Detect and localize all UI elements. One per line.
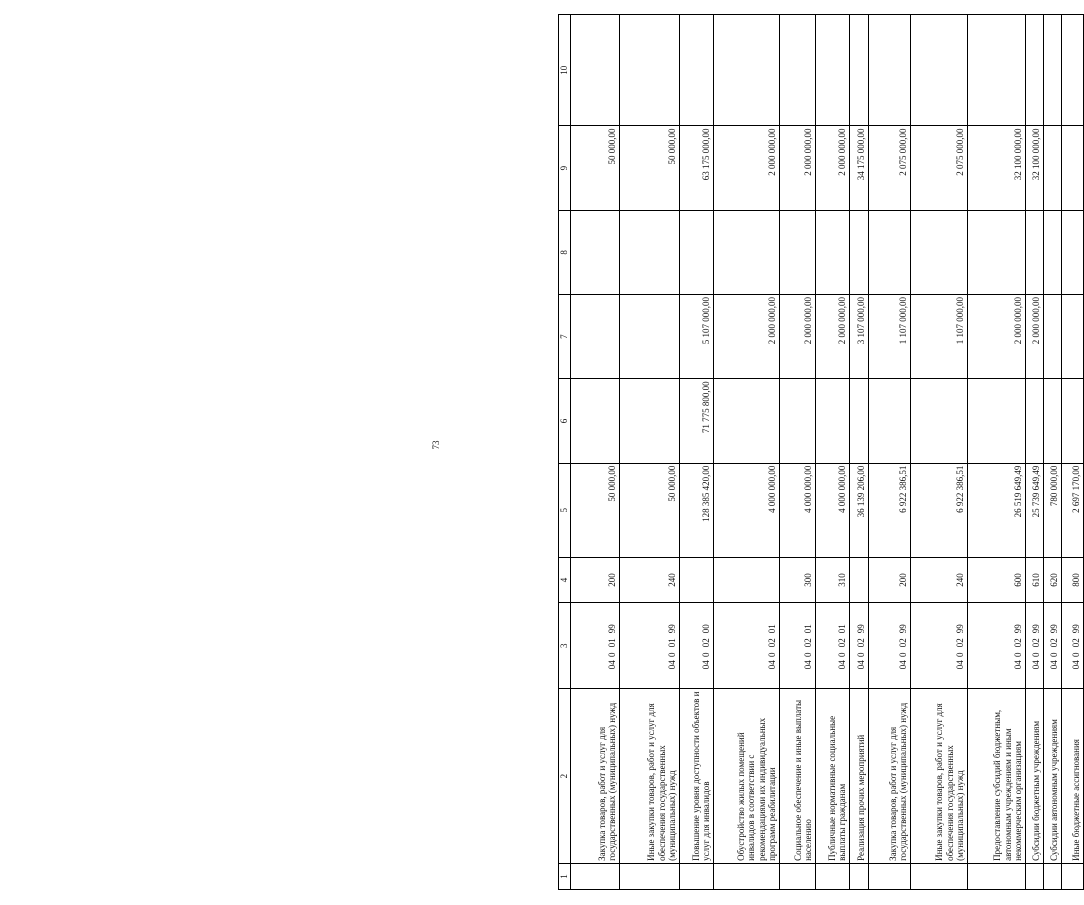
- code-part: 0: [803, 652, 813, 657]
- budget-table: [558, 14, 1084, 890]
- row-col6-cell: [849, 379, 868, 463]
- code-part: 04: [1071, 660, 1081, 670]
- row-code-cell: [967, 603, 1025, 689]
- row-marker-cell: [849, 863, 868, 889]
- row-col8-cell: [910, 210, 967, 294]
- row-marker-cell: [1025, 863, 1043, 889]
- row-col5-cell: 50 000,00: [570, 463, 619, 557]
- header-col-7: 7: [559, 295, 571, 379]
- code-part: 04: [1013, 660, 1023, 670]
- row-kvr-cell: 300: [779, 557, 815, 602]
- row-code-cell: [779, 603, 815, 689]
- row-name-cell: Субсидии бюджетным учреждениям: [1025, 689, 1043, 864]
- code-part: 04: [837, 660, 847, 670]
- row-kvr-cell: 240: [619, 557, 679, 602]
- code-part: 04: [767, 660, 777, 670]
- row-code-cell: [1025, 603, 1043, 689]
- row-col10-cell: [849, 15, 868, 126]
- row-col5-cell: 25 739 649,49: [1025, 463, 1043, 557]
- code-part: 01: [667, 638, 677, 648]
- header-col-3: 3: [559, 603, 571, 689]
- row-col5-cell: 6 922 386,51: [910, 463, 967, 557]
- code-part: 01: [837, 624, 847, 634]
- row-col9-cell: 2 000 000,00: [713, 126, 779, 210]
- row-col6-cell: [779, 379, 815, 463]
- row-col7-cell: [1061, 295, 1083, 379]
- row-col7-cell: 2 000 000,00: [713, 295, 779, 379]
- row-col6-cell: [713, 379, 779, 463]
- row-marker-cell: [570, 863, 619, 889]
- row-col5-cell: 128 385 420,00: [679, 463, 713, 557]
- row-col8-cell: [1043, 210, 1061, 294]
- row-kvr-cell: 240: [910, 557, 967, 602]
- row-col10-cell: [619, 15, 679, 126]
- row-col9-cell: 2 000 000,00: [815, 126, 849, 210]
- code-part: 02: [1013, 638, 1023, 648]
- row-col8-cell: [679, 210, 713, 294]
- code-part: 04: [701, 660, 711, 670]
- row-col5-cell: 4 000 000,00: [713, 463, 779, 557]
- row-col10-cell: [1025, 15, 1043, 126]
- table-row: [868, 15, 910, 890]
- header-col-1: 1: [559, 863, 571, 889]
- row-name-cell: Предоставление субсидий бюджетным, автономным учреждениям и иным некоммерческим организациям: [967, 689, 1025, 864]
- table-row: [910, 15, 967, 890]
- code-part: 04: [856, 660, 866, 670]
- row-col10-cell: [815, 15, 849, 126]
- row-col9-cell: 2 075 000,00: [868, 126, 910, 210]
- row-name-cell: Повышение уровня доступности объектов и услуг для инвалидов: [679, 689, 713, 864]
- row-col5-cell: 6 922 386,51: [868, 463, 910, 557]
- row-code-cell: [849, 603, 868, 689]
- row-col10-cell: [779, 15, 815, 126]
- row-col6-cell: [570, 379, 619, 463]
- row-col5-cell: 36 139 206,00: [849, 463, 868, 557]
- row-col5-cell: 26 519 649,49: [967, 463, 1025, 557]
- row-col8-cell: [967, 210, 1025, 294]
- row-marker-cell: [1061, 863, 1083, 889]
- row-marker-cell: [679, 863, 713, 889]
- table-row: [619, 15, 679, 890]
- code-part: 99: [856, 624, 866, 634]
- row-name-cell: Субсидии автономным учреждениям: [1043, 689, 1061, 864]
- row-col8-cell: [713, 210, 779, 294]
- row-col8-cell: [570, 210, 619, 294]
- row-name-cell: Иные закупки товаров, работ и услуг для обеспечения государственных (муниципальных) нужд: [910, 689, 967, 864]
- row-marker-cell: [1043, 863, 1061, 889]
- code-part: 04: [803, 660, 813, 670]
- code-part: 0: [837, 652, 847, 657]
- code-part: 02: [955, 638, 965, 648]
- row-kvr-cell: [679, 557, 713, 602]
- row-code-cell: [619, 603, 679, 689]
- row-marker-cell: [815, 863, 849, 889]
- row-col6-cell: [910, 379, 967, 463]
- row-code-cell: [815, 603, 849, 689]
- header-col-10: 10: [559, 15, 571, 126]
- code-part: 01: [607, 638, 617, 648]
- code-part: 99: [898, 624, 908, 634]
- row-col6-cell: 71 775 800,00: [679, 379, 713, 463]
- code-part: 0: [1071, 652, 1081, 657]
- row-col10-cell: [713, 15, 779, 126]
- row-col8-cell: [1061, 210, 1083, 294]
- row-col8-cell: [849, 210, 868, 294]
- code-part: 99: [1071, 624, 1081, 634]
- row-name-cell: Обустройство жилых помещений инвалидов в соответствии с рекомендациями их индивидуальных программ реабилитации: [713, 689, 779, 864]
- table-row: [679, 15, 713, 890]
- table-row: [779, 15, 815, 890]
- code-part: 02: [1031, 638, 1041, 648]
- row-col6-cell: [1061, 379, 1083, 463]
- rotated-budget-table-container: [558, 14, 1081, 890]
- code-part: 04: [955, 660, 965, 670]
- code-part: 0: [1013, 652, 1023, 657]
- row-col6-cell: [815, 379, 849, 463]
- table-row: [815, 15, 849, 890]
- row-name-cell: Иные бюджетные ассигнования: [1061, 689, 1083, 864]
- row-col10-cell: [910, 15, 967, 126]
- code-part: 02: [856, 638, 866, 648]
- row-col6-cell: [1025, 379, 1043, 463]
- row-code-cell: [910, 603, 967, 689]
- row-col9-cell: 50 000,00: [619, 126, 679, 210]
- code-part: 0: [767, 652, 777, 657]
- header-col-6: 6: [559, 379, 571, 463]
- row-col7-cell: [1043, 295, 1061, 379]
- row-col10-cell: [1061, 15, 1083, 126]
- code-part: 0: [701, 652, 711, 657]
- code-part: 0: [955, 652, 965, 657]
- row-col10-cell: [679, 15, 713, 126]
- row-col7-cell: 2 000 000,00: [967, 295, 1025, 379]
- code-part: 0: [1031, 652, 1041, 657]
- row-col10-cell: [967, 15, 1025, 126]
- row-kvr-cell: 800: [1061, 557, 1083, 602]
- code-part: 99: [1031, 624, 1041, 634]
- row-col5-cell: 2 697 170,00: [1061, 463, 1083, 557]
- row-col7-cell: [570, 295, 619, 379]
- row-name-cell: Реализация прочих мероприятий: [849, 689, 868, 864]
- row-marker-cell: [779, 863, 815, 889]
- row-col9-cell: [1061, 126, 1083, 210]
- row-kvr-cell: [713, 557, 779, 602]
- table-row: [570, 15, 619, 890]
- table-row: [1043, 15, 1061, 890]
- row-col10-cell: [570, 15, 619, 126]
- code-part: 02: [1071, 638, 1081, 648]
- row-col9-cell: 63 175 000,00: [679, 126, 713, 210]
- code-part: 99: [607, 624, 617, 634]
- row-col8-cell: [779, 210, 815, 294]
- table-row: [1061, 15, 1083, 890]
- code-part: 02: [767, 638, 777, 648]
- row-marker-cell: [910, 863, 967, 889]
- header-col-8: 8: [559, 210, 571, 294]
- code-part: 02: [803, 638, 813, 648]
- code-part: 0: [856, 652, 866, 657]
- row-marker-cell: [619, 863, 679, 889]
- code-part: 99: [667, 624, 677, 634]
- row-col5-cell: 4 000 000,00: [779, 463, 815, 557]
- row-col9-cell: 2 000 000,00: [779, 126, 815, 210]
- row-col7-cell: 2 000 000,00: [1025, 295, 1043, 379]
- row-name-cell: Публичные нормативные социальные выплаты гражданам: [815, 689, 849, 864]
- code-part: 0: [667, 652, 677, 657]
- row-col7-cell: 2 000 000,00: [779, 295, 815, 379]
- header-col-2: 2: [559, 689, 571, 864]
- row-col8-cell: [619, 210, 679, 294]
- table-header-row: [559, 15, 571, 890]
- code-part: 99: [1013, 624, 1023, 634]
- row-col5-cell: 50 000,00: [619, 463, 679, 557]
- row-col7-cell: 5 107 000,00: [679, 295, 713, 379]
- code-part: 0: [898, 652, 908, 657]
- row-col9-cell: 32 100 000,00: [1025, 126, 1043, 210]
- row-col10-cell: [868, 15, 910, 126]
- code-part: 0: [1049, 652, 1059, 657]
- code-part: 04: [898, 660, 908, 670]
- row-col6-cell: [967, 379, 1025, 463]
- code-part: 0: [607, 652, 617, 657]
- row-col8-cell: [1025, 210, 1043, 294]
- row-name-cell: Социальное обеспечение и иные выплаты населению: [779, 689, 815, 864]
- header-col-4: 4: [559, 557, 571, 602]
- code-part: 02: [898, 638, 908, 648]
- row-code-cell: [1043, 603, 1061, 689]
- row-col9-cell: 34 175 000,00: [849, 126, 868, 210]
- row-kvr-cell: 200: [868, 557, 910, 602]
- page-number: 73: [431, 440, 441, 450]
- row-name-cell: Иные закупки товаров, работ и услуг для обеспечения государственных (муниципальных) нужд: [619, 689, 679, 864]
- code-part: 00: [701, 624, 711, 634]
- header-col-5: 5: [559, 463, 571, 557]
- row-code-cell: [679, 603, 713, 689]
- row-col9-cell: 50 000,00: [570, 126, 619, 210]
- row-code-cell: [713, 603, 779, 689]
- row-kvr-cell: 200: [570, 557, 619, 602]
- row-kvr-cell: 310: [815, 557, 849, 602]
- code-part: 04: [607, 660, 617, 670]
- row-col6-cell: [619, 379, 679, 463]
- row-col7-cell: 3 107 000,00: [849, 295, 868, 379]
- row-col8-cell: [868, 210, 910, 294]
- row-col7-cell: 2 000 000,00: [815, 295, 849, 379]
- table-row: [967, 15, 1025, 890]
- row-col9-cell: 32 100 000,00: [967, 126, 1025, 210]
- table-row: [1025, 15, 1043, 890]
- row-marker-cell: [713, 863, 779, 889]
- row-kvr-cell: 620: [1043, 557, 1061, 602]
- row-name-cell: Закупка товаров, работ и услуг для государственных (муниципальных) нужд: [868, 689, 910, 864]
- row-col7-cell: 1 107 000,00: [868, 295, 910, 379]
- code-part: 01: [767, 624, 777, 634]
- row-kvr-cell: [849, 557, 868, 602]
- row-kvr-cell: 610: [1025, 557, 1043, 602]
- row-col9-cell: [1043, 126, 1061, 210]
- code-part: 04: [667, 660, 677, 670]
- code-part: 04: [1031, 660, 1041, 670]
- header-col-9: 9: [559, 126, 571, 210]
- row-name-cell: Закупка товаров, работ и услуг для государственных (муниципальных) нужд: [570, 689, 619, 864]
- table-row: [849, 15, 868, 890]
- code-part: 01: [803, 624, 813, 634]
- code-part: 02: [837, 638, 847, 648]
- row-marker-cell: [868, 863, 910, 889]
- row-kvr-cell: 600: [967, 557, 1025, 602]
- code-part: 02: [1049, 638, 1059, 648]
- row-col5-cell: 4 000 000,00: [815, 463, 849, 557]
- row-col8-cell: [815, 210, 849, 294]
- row-col7-cell: [619, 295, 679, 379]
- code-part: 99: [955, 624, 965, 634]
- row-col6-cell: [868, 379, 910, 463]
- row-col10-cell: [1043, 15, 1061, 126]
- table-row: [713, 15, 779, 890]
- code-part: 99: [1049, 624, 1059, 634]
- code-part: 04: [1049, 660, 1059, 670]
- row-marker-cell: [967, 863, 1025, 889]
- row-code-cell: [868, 603, 910, 689]
- row-code-cell: [1061, 603, 1083, 689]
- row-col7-cell: 1 107 000,00: [910, 295, 967, 379]
- row-col9-cell: 2 075 000,00: [910, 126, 967, 210]
- row-col6-cell: [1043, 379, 1061, 463]
- row-col5-cell: 780 000,00: [1043, 463, 1061, 557]
- row-code-cell: [570, 603, 619, 689]
- code-part: 02: [701, 638, 711, 648]
